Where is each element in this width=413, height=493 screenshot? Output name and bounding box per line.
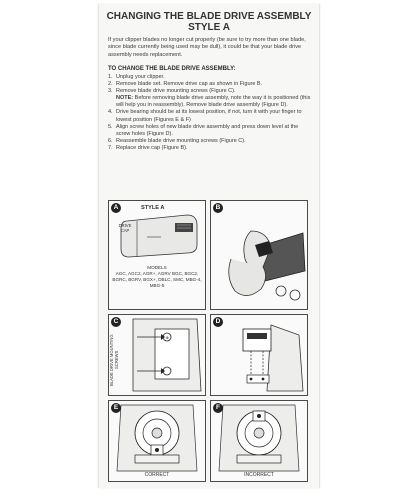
note-label: NOTE: <box>116 95 134 102</box>
step-number: 1. <box>108 74 113 80</box>
step-item <box>108 81 313 88</box>
figure-e <box>108 400 206 482</box>
hand-removing-cap-illustration <box>211 201 307 309</box>
steps-list <box>108 74 313 152</box>
step-text: Unplug your clipper. <box>116 74 165 80</box>
figure-b <box>210 200 308 310</box>
figure-a-heading: STYLE A <box>141 205 165 211</box>
drive-cap-label: DRIVE CAP <box>118 223 132 233</box>
models-list: AGC, AGC2, AGR+, AGRV BGC, BGC2, BGRC, BGRV, BGX+, DBLC, SMC, MBG-4, MBG-5 <box>112 271 202 288</box>
step-text: Reassemble blade drive mounting screws (Figure C). <box>116 137 246 144</box>
page-title: CHANGING THE BLADE DRIVE ASSEMBLY <box>106 11 312 22</box>
mounting-screws-illustration <box>109 315 205 395</box>
clipper-side-illustration <box>109 201 205 309</box>
step-text: Before removing blade drive assembly, note the way it is positioned (this will help you in reassembly). Remove blade drive assembly (Figure D). <box>116 95 311 109</box>
svg-text:⊕: ⊕ <box>165 335 169 340</box>
figure-f-badge: F <box>213 403 223 413</box>
step-item <box>108 124 313 138</box>
step-item <box>108 145 313 152</box>
step-item <box>108 138 313 145</box>
procedure-heading: TO CHANGE THE BLADE DRIVE ASSEMBLY: <box>108 66 236 72</box>
bearing-correct-illustration <box>109 401 205 481</box>
figure-f <box>210 400 308 482</box>
instruction-sheet <box>98 4 320 488</box>
page-subtitle: STYLE A <box>188 22 230 33</box>
step-note <box>108 95 313 109</box>
mounting-screws-label: BLADE DRIVE MOUNTING SCREWS <box>109 334 119 386</box>
step-number: 3. <box>108 88 113 95</box>
blade-drive-removal-illustration <box>211 315 307 395</box>
figure-a-badge: A <box>111 203 121 213</box>
figure-d <box>210 314 308 396</box>
figure-c-badge: C <box>111 317 121 327</box>
step-number: 7. <box>108 144 113 151</box>
figure-e-caption: CORRECT <box>144 471 170 478</box>
step-item <box>108 74 313 81</box>
figure-a <box>108 200 206 310</box>
figure-c <box>108 314 206 396</box>
models-label: MODELS <box>147 265 167 270</box>
step-text: Align screw holes of new blade drive assembly and press down level at the screw holes (Figure D). <box>116 123 299 137</box>
figure-f-caption: INCORRECT <box>244 471 274 478</box>
figure-grid <box>108 200 308 483</box>
step-item <box>108 109 313 123</box>
figure-d-badge: D <box>213 317 223 327</box>
step-text: Remove blade drive mounting screws (Figure C). <box>116 88 236 95</box>
step-number: 5. <box>108 123 113 130</box>
step-item <box>108 88 313 95</box>
step-number: 6. <box>108 137 113 144</box>
step-text: Replace drive cap (Figure B). <box>116 144 188 151</box>
step-number: 2. <box>108 81 113 88</box>
bearing-incorrect-illustration <box>211 401 307 481</box>
figure-e-badge: E <box>111 403 121 413</box>
step-text: Remove blade set. Remove drive cap as shown in Figure B. <box>116 81 263 88</box>
intro-paragraph: If your clipper blades no longer cut properly (be sure to try more than one blade, since blade currently being used may be dull), it could be that your blade drive assembly needs replacement. <box>108 37 306 58</box>
step-number: 4. <box>108 109 113 116</box>
figure-b-badge: B <box>213 203 223 213</box>
step-text: Drive bearing should be at its lowest position, if not, turn it with your finger to lowest position (Figures E & F) <box>116 109 302 123</box>
